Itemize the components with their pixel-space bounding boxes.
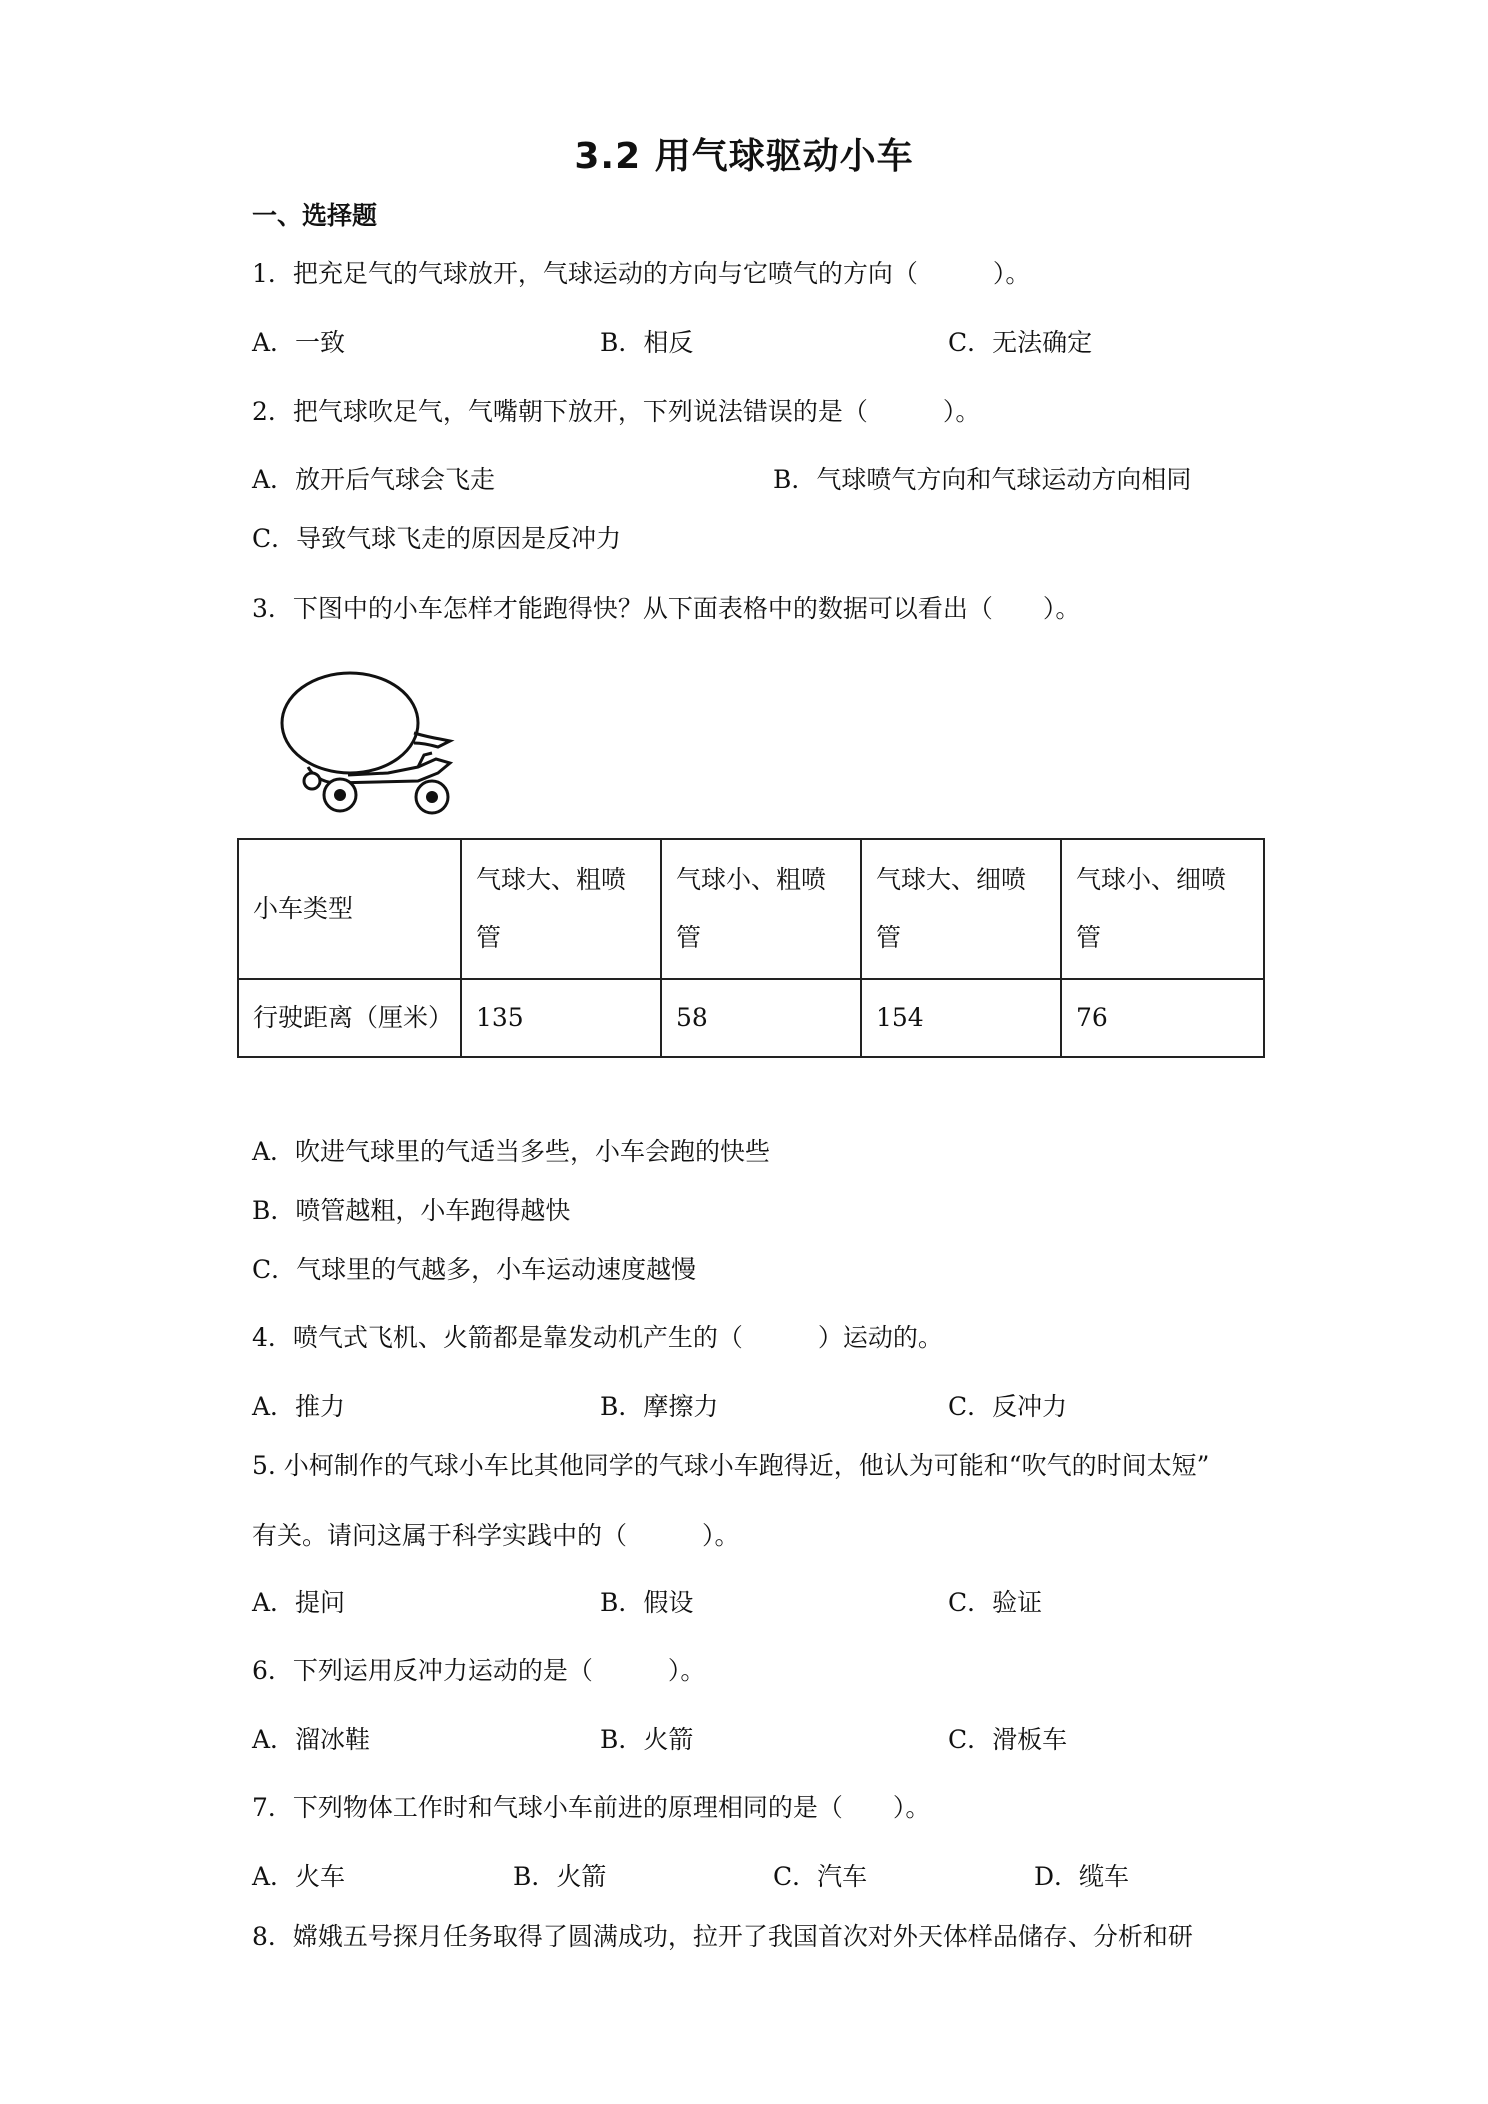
q3-option-b[interactable]: B．喷管越粗，小车跑得越快 [252,1196,571,1225]
q2-option-c[interactable]: C．导致气球飞走的原因是反冲力 [252,524,622,553]
question-5-line-2: 有关。请问这属于科学实践中的（ ）。 [252,1521,740,1550]
table-header-cell: 气球小、细喷管 [1061,839,1264,979]
table-header-cell: 气球小、粗喷管 [661,839,861,979]
table-header-cell: 气球大、粗喷管 [461,839,661,979]
q4-option-a[interactable]: A．推力 [252,1392,346,1421]
q7-option-c[interactable]: C．汽车 [773,1862,868,1891]
back-wheel-shape [304,773,320,789]
q5-option-c[interactable]: C．验证 [948,1588,1043,1617]
table-cell: 135 [461,979,661,1057]
q4-option-b[interactable]: B．摩擦力 [600,1392,719,1421]
question-3: 3．下图中的小车怎样才能跑得快？从下面表格中的数据可以看出（ ）。 [252,594,1081,623]
q2-option-b[interactable]: B．气球喷气方向和气球运动方向相同 [773,465,1192,494]
q3-option-c[interactable]: C．气球里的气越多，小车运动速度越慢 [252,1255,697,1284]
q6-option-a[interactable]: A．溜冰鞋 [252,1725,371,1754]
question-8: 8．嫦娥五号探月任务取得了圆满成功，拉开了我国首次对外天体样品储存、分析和研 [252,1922,1193,1951]
table-header-row [238,839,1264,979]
question-6: 6．下列运用反冲力运动的是（ ）。 [252,1656,706,1685]
q4-option-c[interactable]: C．反冲力 [948,1392,1068,1421]
q7-option-d[interactable]: D．缆车 [1034,1862,1130,1891]
q2-option-a[interactable]: A．放开后气球会飞走 [252,465,496,494]
table-header-cell: 小车类型 [238,839,461,979]
table-cell: 行驶距离（厘米） [238,979,461,1057]
q6-option-c[interactable]: C．滑板车 [948,1725,1068,1754]
question-4: 4．喷气式飞机、火箭都是靠发动机产生的（ ）运动的。 [252,1323,943,1352]
table-row [238,979,1264,1057]
table-header-cell: 气球大、细喷管 [861,839,1061,979]
q5-option-b[interactable]: B．假设 [600,1588,694,1617]
nozzle-shape [414,733,450,747]
section-heading: 一、选择题 [252,201,378,230]
question-1: 1．把充足气的气球放开，气球运动的方向与它喷气的方向（ ）。 [252,259,1031,288]
q1-option-c[interactable]: C．无法确定 [948,328,1093,357]
table-cell: 154 [861,979,1061,1057]
question-7: 7．下列物体工作时和气球小车前进的原理相同的是（ ）。 [252,1793,931,1822]
balloon-car-figure [268,663,478,823]
q1-option-b[interactable]: B．相反 [600,328,694,357]
page-title: 3.2 用气球驱动小车 [574,136,914,177]
q6-option-b[interactable]: B．火箭 [600,1725,694,1754]
table-cell: 76 [1061,979,1264,1057]
q7-option-b[interactable]: B．火箭 [513,1862,607,1891]
q3-option-a[interactable]: A．吹进气球里的气适当多些，小车会跑的快些 [252,1137,771,1166]
balloon-shape [282,673,418,773]
q7-option-a[interactable]: A．火车 [252,1862,346,1891]
q5-option-a[interactable]: A．提问 [252,1588,346,1617]
data-table [237,838,1265,1058]
q1-option-a[interactable]: A．一致 [252,328,346,357]
question-2: 2．把气球吹足气，气嘴朝下放开，下列说法错误的是（ ）。 [252,397,981,426]
question-5-line-1: 5. 小柯制作的气球小车比其他同学的气球小车跑得近，他认为可能和“吹气的时间太短” [252,1451,1210,1480]
table-cell: 58 [661,979,861,1057]
